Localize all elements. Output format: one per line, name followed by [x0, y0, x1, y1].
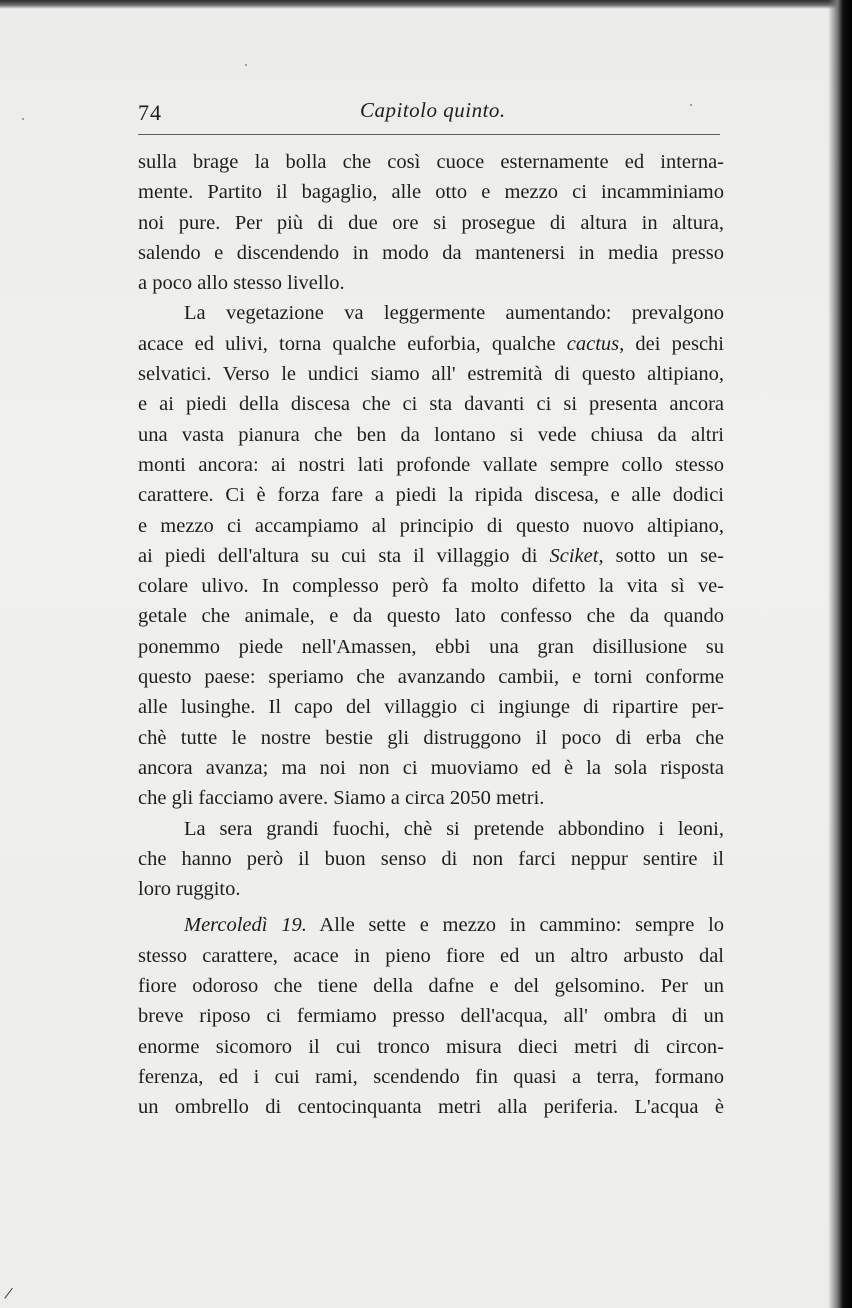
- text-segment: sotto un se-: [603, 544, 724, 567]
- text-line: colare ulivo. In complesso però fa molto difetto la vita sì ve-: [138, 575, 724, 598]
- text-segment: , dei peschi: [619, 332, 724, 355]
- text-line: questo paese: speriamo che avanzando cambii, e torni conforme: [138, 666, 724, 689]
- text-line: La vegetazione va leggermente aumentando: prevalgono: [184, 302, 724, 325]
- text-line: La sera grandi fuochi, chè si pretende abbondino i leoni,: [184, 817, 724, 840]
- scan-right-edge: [828, 0, 852, 1308]
- text-line: stesso carattere, acace in pieno fiore ed un altro arbusto dal: [138, 944, 724, 967]
- text-segment: Alle sette e mezzo in cammino: sempre lo: [306, 914, 725, 937]
- text-line: alle lusinghe. Il capo del villaggio ci ingiunge di ripartire per-: [138, 696, 724, 719]
- text-line: [138, 329, 724, 359]
- text-line: una vasta pianura che ben da lontano si vede chiusa da altri: [138, 423, 724, 446]
- text-line: e ai piedi della discesa che ci sta davanti ci si presenta ancora: [138, 393, 724, 416]
- text-line: a poco allo stesso livello.: [138, 272, 345, 295]
- text-line: ponemmo piede nell'Amassen, ebbi una gran disillusione su: [138, 635, 724, 658]
- text-line: enorme sicomoro il cui tronco misura dieci metri di circon-: [138, 1035, 724, 1058]
- italic-date: Mercoledì 19.: [184, 914, 307, 937]
- text-line: salendo e discendendo in modo da mantenersi in media presso: [138, 241, 724, 264]
- text-line: [138, 910, 724, 940]
- text-line: ancora avanza; ma noi non ci muoviamo ed è la sola risposta: [138, 756, 724, 779]
- text-line: getale che animale, e da questo lato confesso che da quando: [138, 605, 724, 628]
- paper-speck: [22, 118, 24, 120]
- body-text: [138, 147, 724, 1123]
- paper-speck: [245, 64, 247, 66]
- text-line: breve riposo ci fermiamo presso dell'acqua, all' ombra di un: [138, 1005, 724, 1028]
- text-line: ferenza, ed i cui rami, scendendo fin quasi a terra, formano: [138, 1065, 724, 1088]
- text-line: sulla brage la bolla che così cuoce esternamente ed interna-: [138, 151, 724, 173]
- text-line: un ombrello di centocinquanta metri alla periferia. L'acqua è: [138, 1096, 724, 1119]
- text-line: loro ruggito.: [138, 878, 241, 901]
- text-segment: acace ed ulivi, torna qualche euforbia, qualche: [138, 332, 567, 355]
- text-line: carattere. Ci è forza fare a piedi la ripida discesa, e alle dodici: [138, 484, 724, 507]
- margin-mark: /: [3, 1282, 15, 1304]
- italic-place-name: Sciket,: [549, 544, 604, 567]
- running-head: Capitolo quinto.: [360, 98, 506, 122]
- scan-top-edge: [0, 0, 852, 9]
- header-rule: [138, 134, 720, 135]
- text-line: che gli facciamo avere. Siamo a circa 2050 metri.: [138, 787, 545, 810]
- italic-term: cactus: [566, 332, 620, 355]
- text-segment: ai piedi dell'altura su cui sta il villaggio di: [138, 544, 550, 567]
- text-line: mente. Partito il bagaglio, alle otto e mezzo ci incamminiamo: [138, 181, 724, 204]
- text-line: monti ancora: ai nostri lati profonde vallate sempre collo stesso: [138, 453, 724, 476]
- text-line: selvatici. Verso le undici siamo all' estremità di questo altipiano,: [138, 363, 724, 386]
- page-number: 74: [138, 100, 162, 125]
- paper-speck: [690, 104, 692, 106]
- text-line: chè tutte le nostre bestie gli distruggono il poco di erba che: [138, 726, 724, 749]
- text-line: e mezzo ci accampiamo al principio di questo nuovo altipiano,: [138, 514, 724, 537]
- text-line: [138, 541, 724, 571]
- text-line: che hanno però il buon senso di non farci neppur sentire il: [138, 847, 724, 870]
- text-line: noi pure. Per più di due ore si prosegue di altura in altura,: [138, 211, 724, 234]
- text-line: fiore odoroso che tiene della dafne e del gelsomino. Per un: [138, 975, 724, 998]
